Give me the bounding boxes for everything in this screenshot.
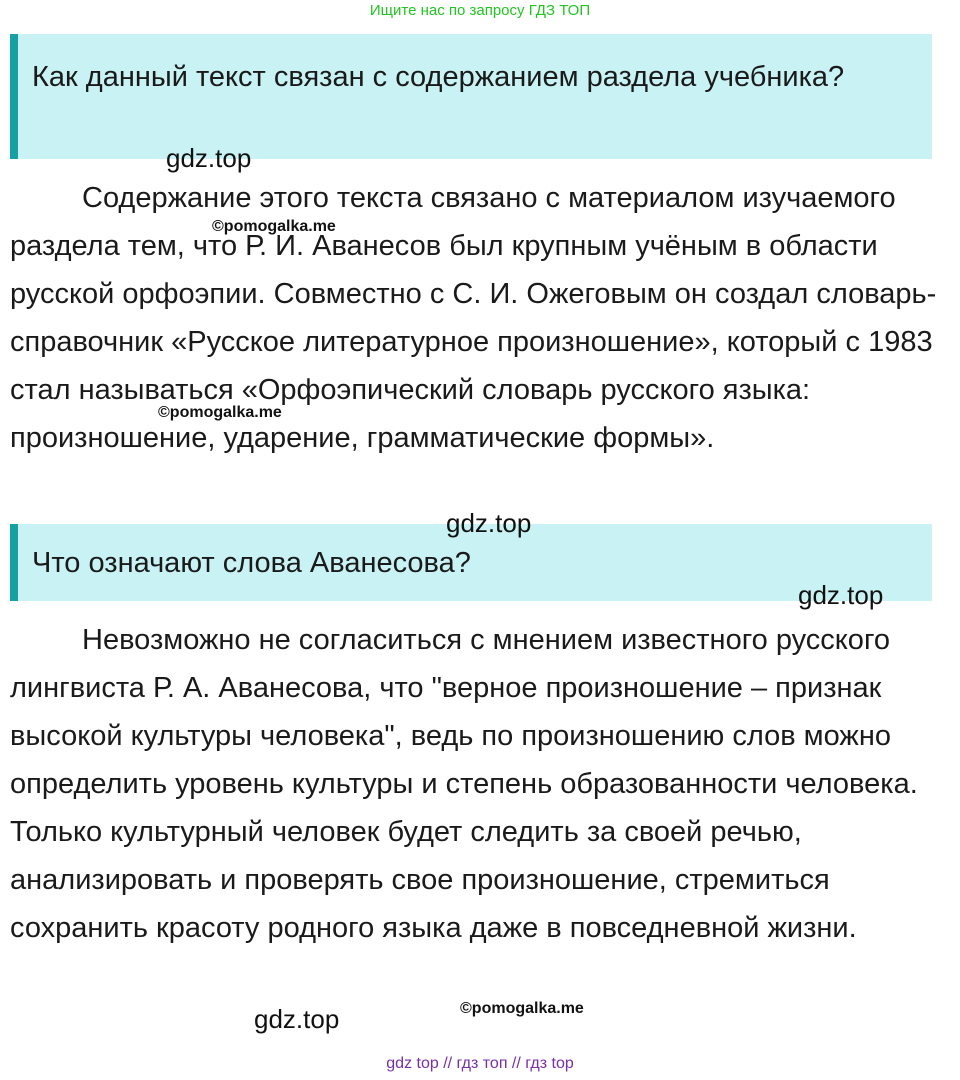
watermark-pomogalka: ©pomogalka.me [460, 1000, 584, 1017]
watermark-gdz: gdz.top [254, 1004, 340, 1034]
answer-1 [10, 174, 945, 462]
watermark-gdz: gdz.top [166, 143, 252, 173]
answer-2-text: Невозможно не согласиться с мнением известного русского лингвиста Р. А. Аванесова, что "верное произношение – признак высокой культуры человека", ведь по произношению слов можно определить уровень культуры и степень образованности человека. Только культурный человек будет следить за своей речью, анализировать и проверять свое произношение, стремиться сохранить красоту родного языка даже в повседневной жизни. [10, 624, 918, 944]
watermark-gdz: gdz.top [446, 508, 532, 538]
answer-1-text: Содержание этого текста связано с материалом изучаемого раздела тем, что Р. И. Аванесов был крупным учёным в области русской орфоэпии. Совместно с С. И. Ожеговым он создал словарь-справочник «Русское литературное произношение», который с 1983 стал называться «Орфоэпический словарь русского языка: произношение, ударение, грамматические формы». [10, 182, 937, 454]
question-1 [10, 34, 932, 159]
answer-2 [10, 616, 945, 952]
footer-links: gdz top // гдз топ // гдз top [386, 1055, 574, 1072]
question-2-text: Что означают слова Аванесова? [32, 547, 471, 579]
watermark-pomogalka: ©pomogalka.me [212, 218, 336, 235]
question-1-text: Как данный текст связан с содержанием раздела учебника? [32, 61, 845, 93]
watermark-gdz: gdz.top [798, 580, 884, 610]
watermark-pomogalka: ©pomogalka.me [158, 404, 282, 421]
top-banner: Ищите нас по запросу ГДЗ ТОП [369, 2, 591, 19]
